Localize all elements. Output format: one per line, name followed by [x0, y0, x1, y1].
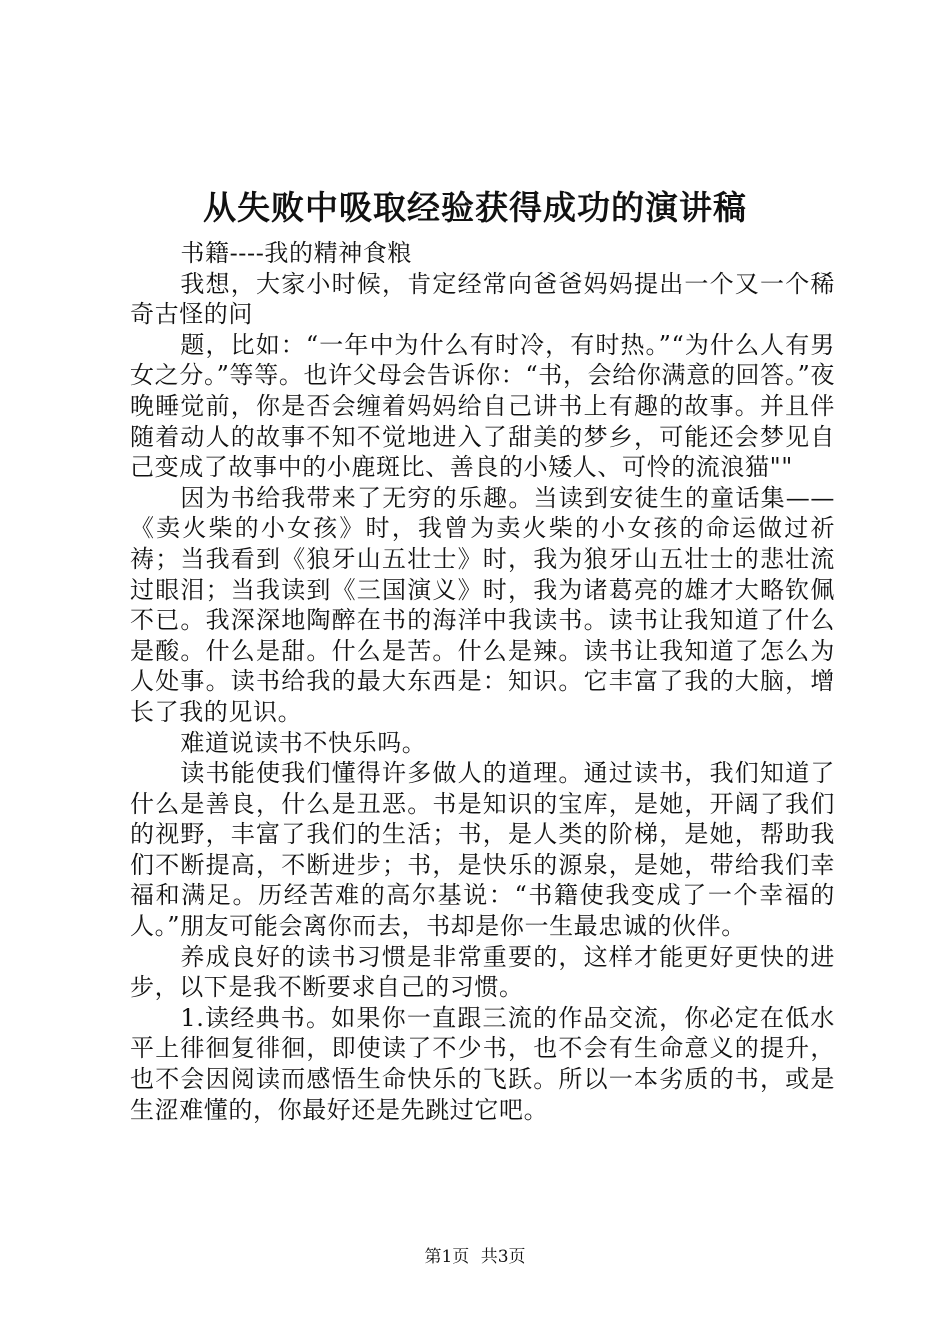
page-footer	[0, 1246, 950, 1268]
paragraph: 养成良好的读书习惯是非常重要的，这样才能更好更快的进步，以下是我不断要求自己的习惯。	[130, 942, 835, 1002]
paragraph: 题，比如：“一年中为什么有时冷，有时热。”“为什么人有男女之分。”等等。也许父母会告诉你：“书，会给你满意的回答。”夜晚睡觉前，你是否会缠着妈妈给自己讲书上有趣的故事。并且伴随着动人的故事不知不觉地进入了甜美的梦乡，可能还会梦见自己变成了故事中的小鹿斑比、善良的小矮人、可怜的流浪猫""	[130, 330, 835, 482]
paragraph: 1.读经典书。如果你一直跟三流的作品交流，你必定在低水平上徘徊复徘徊，即使读了不少书，也不会有生命意义的提升，也不会因阅读而感悟生命快乐的飞跃。所以一本劣质的书，或是生涩难懂的，你最好还是先跳过它吧。	[130, 1003, 835, 1124]
paragraph: 书籍----我的精神食粮	[180, 239, 413, 267]
paragraph: 读书能使我们懂得许多做人的道理。通过读书，我们知道了什么是善良，什么是丑恶。书是知识的宝库，是她，开阔了我们的视野，丰富了我们的生活；书，是人类的阶梯，是她，帮助我们不断提高，不断进步；书，是快乐的源泉，是她，带给我们幸福和满足。历经苦难的高尔基说：“书籍使我变成了一个幸福的人。”朋友可能会离你而去，书却是你一生最忠诚的伙伴。	[130, 759, 835, 941]
page-number: 第1页	[424, 1247, 470, 1267]
page-total: 共3页	[480, 1247, 526, 1267]
paragraph: 因为书给我带来了无穷的乐趣。当读到安徒生的童话集——《卖火柴的小女孩》时，我曾为卖火柴的小女孩的命运做过祈祷；当我看到《狼牙山五壮士》时，我为狼牙山五壮士的悲壮流过眼泪；当我读到《三国演义》时，我为诸葛亮的雄才大略钦佩不已。我深深地陶醉在书的海洋中我读书。读书让我知道了什么是酸。什么是甜。什么是苦。什么是辣。读书让我知道了怎么为人处事。读书给我的最大东西是：知识。它丰富了我的大脑，增长了我的见识。	[130, 483, 835, 726]
paragraph: 难道说读书不快乐吗。	[180, 728, 427, 757]
document-title: 从失败中吸取经验获得成功的演讲稿	[203, 188, 747, 227]
paragraph: 我想，大家小时候，肯定经常向爸爸妈妈提出一个又一个稀奇古怪的问	[130, 269, 835, 329]
document-body	[130, 238, 835, 1125]
